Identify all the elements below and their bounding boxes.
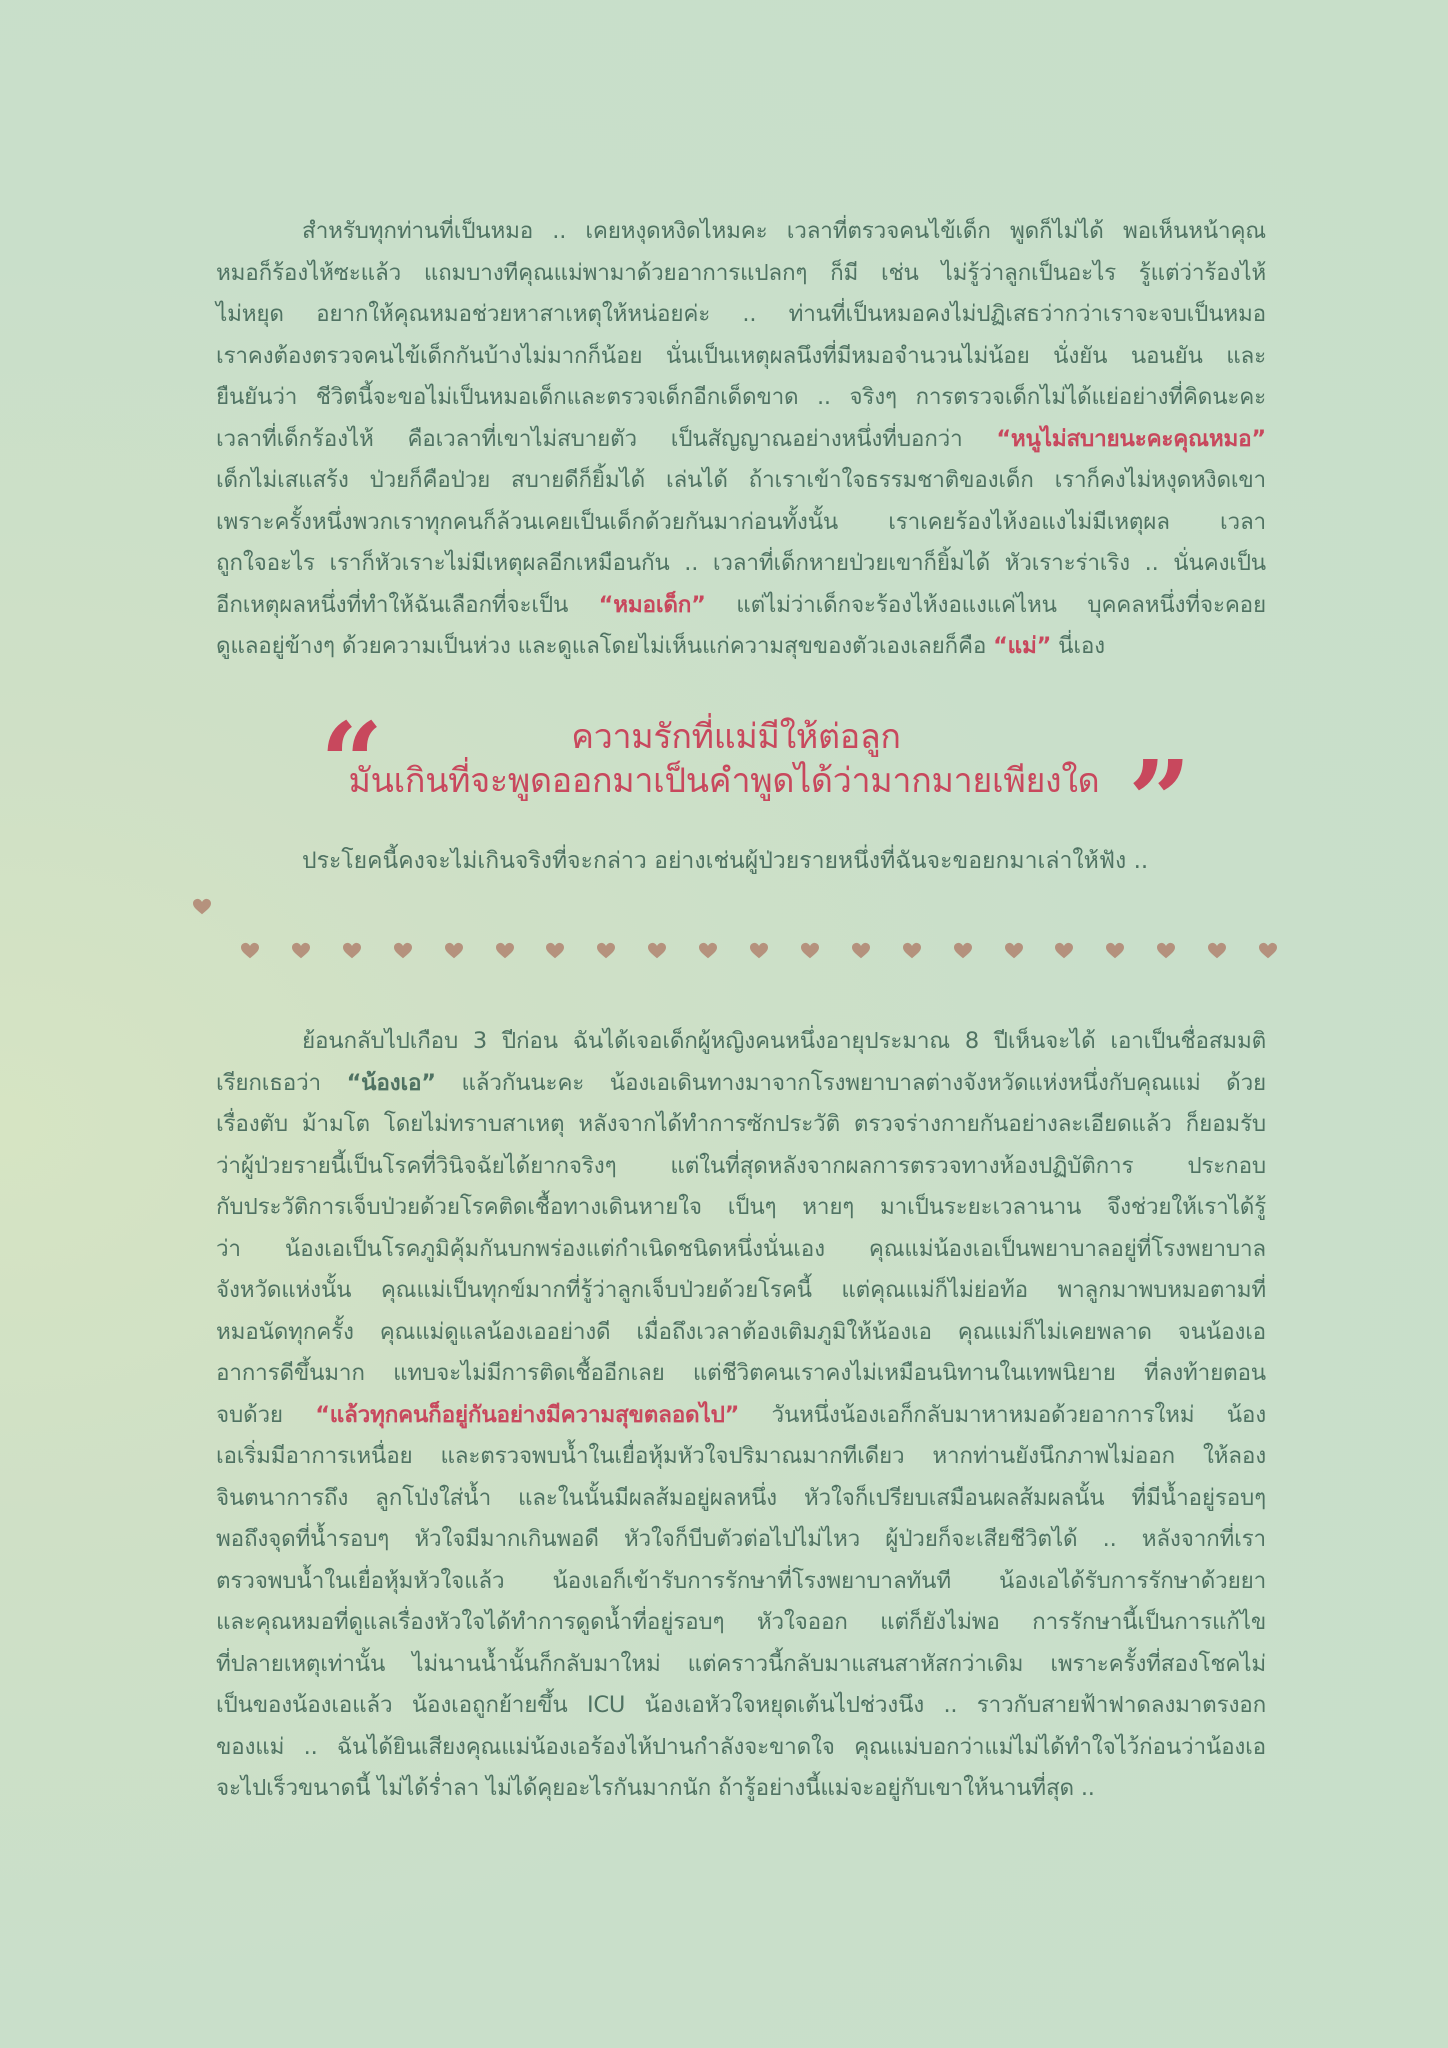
- heart-icon: [852, 942, 870, 960]
- body-text: จบด้วย: [216, 1401, 316, 1428]
- body-text: “น้องเอ”: [346, 1069, 436, 1096]
- body-text: ที่ปลายเหตุเท่านั้น ไม่นานน้ำนั้นก็กลับมาใหม่ แต่คราวนี้กลับมาแสนสาหัสกว่าเดิม เพราะครั้งที่สองโชคไม่: [216, 1650, 1266, 1677]
- heart-icon: [1157, 942, 1175, 960]
- heart-icon: [496, 942, 514, 960]
- text-line: [216, 1519, 1266, 1561]
- heart-icon: [546, 942, 564, 960]
- heart-icon: [1259, 942, 1277, 960]
- body-text: นี่เอง: [1051, 633, 1105, 659]
- body-text: เรียกเธอว่า: [216, 1069, 347, 1096]
- body-text: เราคงต้องตรวจคนไข้เด็กกันบ้างไม่มากก็น้อย นั่นเป็นเหตุผลนึงที่มีหมอจำนวนไม่น้อย นั่งยัน นอนยัน และ: [216, 342, 1266, 369]
- body-text: เวลาที่เด็กร้องไห้ คือเวลาที่เขาไม่สบายตัว เป็นสัญญาณอย่างหนึ่งที่บอกว่า: [216, 425, 997, 452]
- text-line: [216, 1270, 1266, 1312]
- heart-icon: [445, 942, 463, 960]
- text-line: [216, 626, 1266, 668]
- text-line: [216, 336, 1266, 378]
- heart-icon: [750, 942, 768, 960]
- body-text: เพราะครั้งหนึ่งพวกเราทุกคนก็ล้วนเคยเป็นเด็กด้วยกันมาก่อนทั้งนั้น เราเคยร้องไห้งอแงไม่มีเหตุผล เวลา: [216, 508, 1266, 535]
- heart-icon: [1106, 942, 1124, 960]
- text-line: [216, 1021, 1266, 1063]
- heart-icon: [597, 942, 615, 960]
- heart-icon: [801, 942, 819, 960]
- text-line: [216, 1727, 1266, 1769]
- body-text: เด็กไม่เสแสร้ง ป่วยก็คือป่วย สบายดีก็ยิ้มได้ เล่นได้ ถ้าเราเข้าใจธรรมชาติของเด็ก เราก็คงไม่หงุดหงิดเขา: [216, 467, 1266, 493]
- text-line: [216, 1436, 1266, 1478]
- story-paragraph: [216, 1021, 1266, 1810]
- emphasis-text: “แล้วทุกคนก็อยู่กันอย่างมีความสุขตลอดไป”: [315, 1401, 740, 1428]
- body-text: สำหรับทุกท่านที่เป็นหมอ .. เคยหงุดหงิดไหมคะ เวลาที่ตรวจคนไข้เด็ก พูดก็ไม่ได้ พอเห็นหน้าคุณ: [302, 218, 1266, 244]
- transition-sentence: ประโยคนี้คงจะไม่เกินจริงที่จะกล่าว อย่างเช่นผู้ป่วยรายหนึ่งที่ฉันจะขอยกมาเล่าให้ฟัง ..: [302, 848, 1149, 874]
- body-text: จินตนาการถึง ลูกโป่งใส่น้ำ และในนั้นมีผลส้มอยู่ผลหนึ่ง หัวใจก็เปรียบเสมือนผลส้มผลนั้น ที่มีน้ำอยู่รอบๆ: [216, 1484, 1266, 1511]
- heart-icon: [193, 898, 211, 916]
- close-quote-mark: ”: [1128, 736, 1192, 865]
- body-text: ไม่หยุด อยากให้คุณหมอช่วยหาสาเหตุให้หน่อยค่ะ .. ท่านที่เป็นหมอคงไม่ปฏิเสธว่ากว่าเราจะจบเป็นหมอ: [216, 301, 1266, 327]
- text-line: [216, 585, 1266, 627]
- body-text: ยืนยันว่า ชีวิตนี้จะขอไม่เป็นหมอเด็กและตรวจเด็กอีกเด็ดขาด .. จริงๆ การตรวจเด็กไม่ได้แย่อย่างที่คิดนะคะ: [216, 384, 1266, 410]
- text-line: [216, 1395, 1266, 1437]
- body-text: ว่า น้องเอเป็นโรคภูมิคุ้มกันบกพร่องแต่กำเนิดชนิดหนึ่งนั่นเอง คุณแม่น้องเอเป็นพยาบาลอยู่ที่โรงพยาบาล: [216, 1235, 1266, 1262]
- text-line: [216, 1063, 1266, 1105]
- body-text: หมอก็ร้องไห้ซะแล้ว แถมบางทีคุณแม่พามาด้วยอาการแปลกๆ ก็มี เช่น ไม่รู้ว่าลูกเป็นอะไร รู้แต่ว่าร้องไห้: [216, 259, 1266, 286]
- body-text: เรื่องตับ ม้ามโต โดยไม่ทราบสาเหตุ หลังจากได้ทำการซักประวัติ ตรวจร่างกายกันอย่างละเอียดแล้ว ก็ยอมรับ: [216, 1111, 1266, 1137]
- text-line: [216, 460, 1266, 502]
- emphasis-text: “หนูไม่สบายนะคะคุณหมอ”: [996, 425, 1266, 452]
- text-line: [216, 1353, 1266, 1395]
- heart-icon: [394, 942, 412, 960]
- body-text: ย้อนกลับไปเกือบ 3 ปีก่อน ฉันได้เจอเด็กผู้หญิงคนหนึ่งอายุประมาณ 8 ปีเห็นจะได้ เอาเป็นชื่อสมมติ: [302, 1028, 1266, 1054]
- body-text: กับประวัติการเจ็บป่วยด้วยโรคติดเชื้อทางเดินหายใจ เป็นๆ หายๆ มาเป็นระยะเวลานาน จึงช่วยให้เราได้รู้: [216, 1194, 1266, 1220]
- body-text: ตรวจพบน้ำในเยื่อหุ้มหัวใจแล้ว น้องเอก็เข้ารับการรักษาที่โรงพยาบาลทันที น้องเอได้รับการรักษาด้วยยา: [216, 1567, 1266, 1594]
- text-line: [216, 1104, 1266, 1146]
- text-line: [216, 377, 1266, 419]
- body-text: จังหวัดแห่งนั้น คุณแม่เป็นทุกข์มากที่รู้ว่าลูกเจ็บป่วยด้วยโรคนี้ แต่คุณแม่ก็ไม่ย่อท้อ พาลูกมาพบหมอตามที่: [216, 1277, 1266, 1303]
- heart-icon: [954, 942, 972, 960]
- emphasis-text: “แม่”: [993, 633, 1052, 659]
- heart-icon: [292, 942, 310, 960]
- body-text: ว่าผู้ป่วยรายนี้เป็นโรคที่วินิจฉัยได้ยากจริงๆ แต่ในที่สุดหลังจากผลการตรวจทางห้องปฏิบัติการ ประกอบ: [216, 1152, 1266, 1179]
- heart-icon: [343, 942, 361, 960]
- text-line: [216, 419, 1266, 461]
- body-text: และคุณหมอที่ดูแลเรื่องหัวใจได้ทำการดูดน้ำที่อยู่รอบๆ หัวใจออก แต่ก็ยังไม่พอ การรักษานี้เป็นการแก้ไข: [216, 1609, 1266, 1635]
- body-text: แต่ไม่ว่าเด็กจะร้องไห้งอแงแค่ไหน บุคคลหนึ่งที่จะคอย: [705, 591, 1266, 618]
- open-quote-mark: “: [320, 698, 384, 827]
- body-text: อาการดีขึ้นมาก แทบจะไม่มีการติดเชื้ออีกเลย แต่ชีวิตคนเราคงไม่เหมือนนิทานในเทพนิยาย ที่ลงท้ายตอน: [216, 1360, 1266, 1386]
- text-line: [216, 543, 1266, 585]
- heart-divider: [0, 890, 1448, 960]
- emphasis-text: “หมอเด็ก”: [598, 591, 706, 618]
- text-line: [216, 253, 1266, 295]
- body-text: พอถึงจุดที่น้ำรอบๆ หัวใจมีมากเกินพอดี หัวใจก็บีบตัวต่อไปไม่ไหว ผู้ป่วยก็จะเสียชีวิตได้ .. หลังจากที่เรา: [216, 1526, 1266, 1552]
- body-text: จะไปเร็วขนาดนี้ ไม่ได้ร่ำลา ไม่ได้คุยอะไรกันมากนัก ถ้ารู้อย่างนี้แม่จะอยู่กับเขาให้นานที่สุด ..: [216, 1775, 1095, 1801]
- body-text: เป็นของน้องเอแล้ว น้องเอถูกย้ายขึ้น ICU น้องเอหัวใจหยุดเต้นไปช่วงนึง .. ราวกับสายฟ้าฟาดลงมาตรงอก: [216, 1692, 1266, 1718]
- body-text: ถูกใจอะไร เราก็หัวเราะไม่มีเหตุผลอีกเหมือนกัน .. เวลาที่เด็กหายป่วยเขาก็ยิ้มได้ หัวเราะร่าเริง .. นั่นคงเป็น: [216, 550, 1266, 576]
- text-line: [216, 1768, 1266, 1810]
- text-line: [216, 294, 1266, 336]
- body-text: แล้วกันนะคะ น้องเอเดินทางมาจากโรงพยาบาลต่างจังหวัดแห่งหนึ่งกับคุณแม่ ด้วย: [435, 1069, 1266, 1096]
- body-text: ของแม่ .. ฉันได้ยินเสียงคุณแม่น้องเอร้องไห้ปานกำลังจะขาดใจ คุณแม่บอกว่าแม่ไม่ได้ทำใจไว้ก่อนว่าน้องเอ: [216, 1733, 1266, 1760]
- quote-line-1: ความรักที่แม่มีให้ต่อลูก: [571, 717, 901, 757]
- text-line: [216, 1187, 1266, 1229]
- heart-icon: [699, 942, 717, 960]
- text-line: [216, 1602, 1266, 1644]
- heart-icon: [903, 942, 921, 960]
- heart-icon: [1055, 942, 1073, 960]
- quote-line-2: มันเกินที่จะพูดออกมาเป็นคำพูดได้ว่ามากมายเพียงใด: [348, 761, 1100, 801]
- text-line: [216, 1685, 1266, 1727]
- heart-icon: [1208, 942, 1226, 960]
- text-line: [216, 211, 1266, 253]
- body-text: วันหนึ่งน้องเอก็กลับมาหาหมอด้วยอาการใหม่ น้อง: [739, 1401, 1266, 1428]
- body-text: อีกเหตุผลหนึ่งที่ทำให้ฉันเลือกที่จะเป็น: [216, 591, 599, 618]
- text-line: [216, 1146, 1266, 1188]
- heart-icon: [1005, 942, 1023, 960]
- heart-icon: [648, 942, 666, 960]
- body-text: เอเริ่มมีอาการเหนื่อย และตรวจพบน้ำในเยื่อหุ้มหัวใจปริมาณมากทีเดียว หากท่านยังนึกภาพไม่ออก ให้ลอง: [216, 1443, 1266, 1469]
- text-line: [216, 1478, 1266, 1520]
- text-line: [216, 1229, 1266, 1271]
- text-line: [216, 1561, 1266, 1603]
- text-line: [216, 502, 1266, 544]
- body-text: หมอนัดทุกครั้ง คุณแม่ดูแลน้องเออย่างดี เมื่อถึงเวลาต้องเติมภูมิให้น้องเอ คุณแม่ก็ไม่เคยพลาด จนน้องเอ: [216, 1318, 1266, 1345]
- text-line: [216, 1644, 1266, 1686]
- text-line: [216, 1312, 1266, 1354]
- heart-icon: [241, 942, 259, 960]
- intro-paragraph: [216, 211, 1266, 668]
- body-text: ดูแลอยู่ข้างๆ ด้วยความเป็นห่วง และดูแลโดยไม่เห็นแก่ความสุขของตัวเองเลยก็คือ: [216, 633, 994, 659]
